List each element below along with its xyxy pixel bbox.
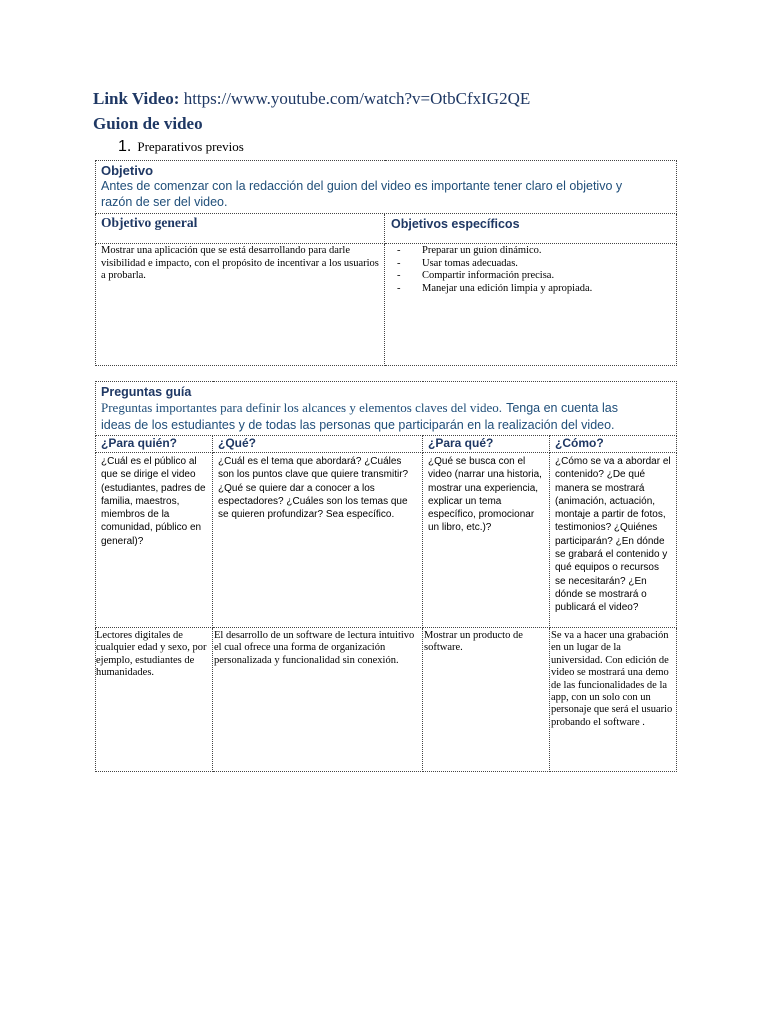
preguntas-guia-table — [95, 381, 677, 772]
question-cell — [423, 453, 550, 628]
question-cell — [213, 453, 423, 628]
objetivo-header-row — [96, 214, 677, 244]
question-cell — [550, 453, 677, 628]
video-link-line — [93, 89, 530, 109]
preguntas-intro-cell — [96, 382, 677, 436]
document-title: Guion de video — [93, 114, 203, 133]
preguntas-description-1: Preguntas importantes para definir los alcances y elementos claves del video. Tenga en cuenta las — [101, 400, 618, 415]
question-como: ¿Cómo se va a abordar el contenido? ¿De qué manera se mostrará (animación, actuación, montaje a partir de fotos, testimonios? ¿Quiénes participarán? ¿En dónde se grabará el contenido y qué equipos o recursos se necesitarán? ¿En dónde se mostrará o publicará el video? — [555, 456, 671, 614]
preguntas-question-row — [96, 453, 677, 628]
objetivo-general-text: Mostrar una aplicación que se está desarrollando para darle visibilidad e impacto, con el propósito de incentivar a los usuarios a probarla. — [101, 245, 379, 281]
preguntas-description-2: ideas de los estudiantes y de todas las personas que participarán en la realización del video. — [101, 418, 615, 432]
section-number: 1. — [118, 138, 132, 155]
preguntas-answer-row — [96, 628, 677, 772]
link-label: Link Video: — [93, 89, 180, 108]
preguntas-intro-row — [96, 382, 677, 436]
objetivo-intro-row — [96, 161, 677, 214]
objetivo-description-2: razón de ser del video. — [101, 195, 228, 209]
preguntas-heading: Preguntas guía — [101, 385, 192, 399]
objetivo-general-header: Objetivo general — [101, 215, 198, 230]
objetivo-especifico-item: - Preparar un guion dinámico. — [385, 245, 671, 258]
objetivos-especificos-cell — [385, 244, 677, 366]
preguntas-column-header-row — [96, 436, 677, 453]
objetivos-especificos-list — [385, 245, 671, 295]
objetivo-especifico-item: - Compartir información precisa. — [385, 270, 671, 283]
answer-como: Se va a hacer una grabación en un lugar de la universidad. Con edición de video se mostrará una demo de las funcionalidades de la app, con un solo con un personaje que será el usuario probando el software . — [551, 630, 673, 728]
column-header-para-quien: ¿Para quién? — [101, 436, 178, 450]
video-link[interactable]: https://www.youtube.com/watch?v=OtbCfxIG2QE — [183, 89, 531, 108]
column-header-para-que: ¿Para qué? — [428, 436, 494, 450]
objetivo-intro-cell — [96, 161, 677, 214]
objetivos-especificos-header-cell — [385, 214, 677, 244]
column-header-cell — [550, 436, 677, 453]
section-preparativos — [118, 138, 244, 156]
answer-que: El desarrollo de un software de lectura intuitivo el cual ofrece una forma de organización personalizada y funcionalidad sin conexión. — [214, 630, 415, 666]
objetivo-especifico-item: - Usar tomas adecuadas. — [385, 258, 671, 271]
column-header-cell — [96, 436, 213, 453]
objetivo-table — [95, 160, 677, 366]
answer-cell — [96, 628, 213, 772]
objetivo-general-header-cell — [96, 214, 385, 244]
question-que: ¿Cuál es el tema que abordará? ¿Cuáles son los puntos clave que quiere transmitir? ¿Qué se quiere dar a conocer a los espectadores? ¿Cuáles son los temas que se quieren profundizar? Sea específico. — [218, 456, 409, 521]
objetivo-heading: Objetivo — [101, 163, 154, 178]
objetivo-description-1: Antes de comenzar con la redacción del guion del video es importante tener claro el objetivo y — [101, 179, 623, 193]
question-para-que: ¿Qué se busca con el video (narrar una historia, mostrar una experiencia, explicar un tema específico, promocionar un libro, etc.)? — [428, 456, 542, 534]
column-header-que: ¿Qué? — [218, 436, 256, 450]
objetivo-content-row — [96, 244, 677, 366]
answer-cell — [213, 628, 423, 772]
column-header-cell — [213, 436, 423, 453]
section-label: Preparativos previos — [137, 139, 244, 154]
answer-para-quien: Lectores digitales de cualquier edad y sexo, por ejemplo, estudiantes de humanidades. — [96, 630, 207, 679]
column-header-cell — [423, 436, 550, 453]
objetivo-especifico-item: - Manejar una edición limpia y apropiada. — [385, 283, 671, 296]
question-para-quien: ¿Cuál es el público al que se dirige el video (estudiantes, padres de familia, maestros, miembros de la comunidad, público en general)? — [101, 456, 206, 547]
answer-cell — [550, 628, 677, 772]
answer-cell — [423, 628, 550, 772]
objetivos-especificos-header: Objetivos específicos — [391, 217, 520, 231]
answer-para-que: Mostrar un producto de software. — [424, 630, 523, 654]
objetivo-general-cell — [96, 244, 385, 366]
column-header-como: ¿Cómo? — [555, 436, 604, 450]
question-cell — [96, 453, 213, 628]
